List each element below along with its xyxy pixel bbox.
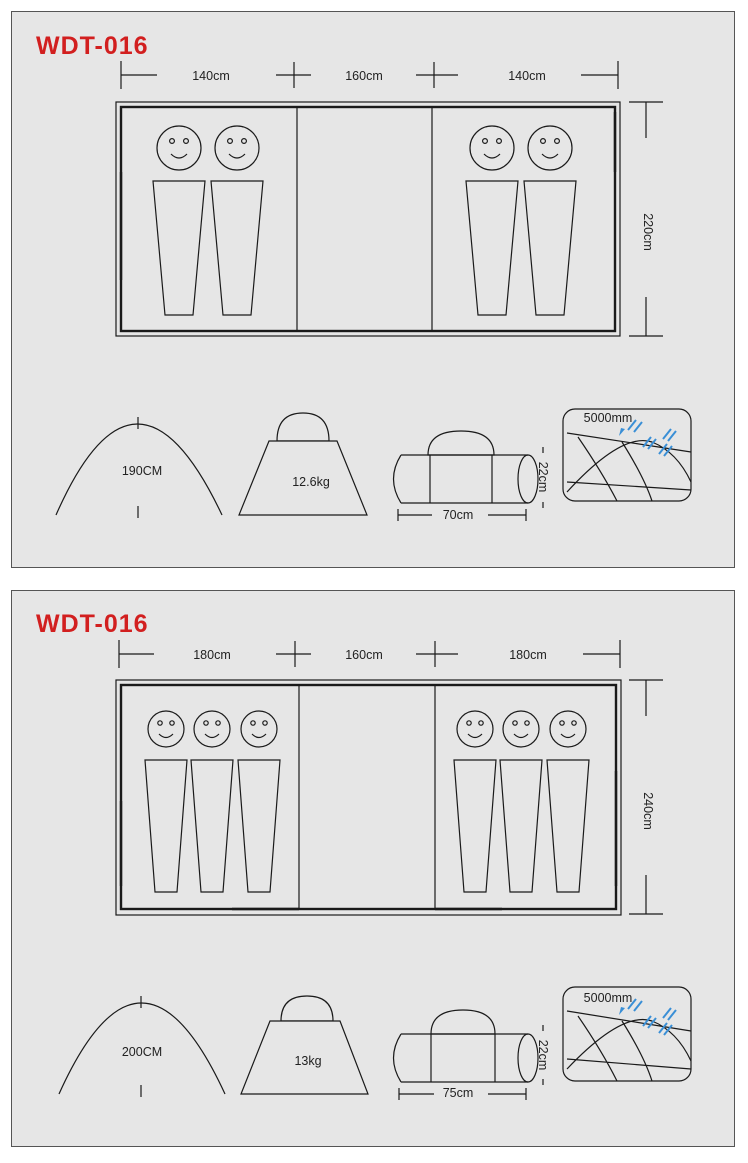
sleeping-bag-icon xyxy=(454,760,496,892)
sleeping-bag-icon xyxy=(211,181,263,315)
sleeper-group-right xyxy=(466,126,576,315)
model-title: WDT-016 xyxy=(36,610,149,638)
face-icon xyxy=(215,126,259,170)
panel-2-drawing xyxy=(12,591,736,1148)
pack-diameter: 22cm xyxy=(536,461,550,493)
sleeping-bag-icon xyxy=(547,760,589,892)
sleeping-bag-icon xyxy=(524,181,576,315)
sleeper-group-left xyxy=(153,126,263,315)
sleeper-group-right xyxy=(454,711,589,892)
face-icon xyxy=(550,711,586,747)
tent-height: 200CM xyxy=(121,1045,163,1059)
tent-height: 190CM xyxy=(121,464,163,478)
model-title: WDT-016 xyxy=(36,32,149,60)
sleeper-group-left xyxy=(145,711,280,892)
center-room-width: 160cm xyxy=(345,648,383,662)
weight-icon xyxy=(241,996,368,1094)
sleeping-bag-icon xyxy=(466,181,518,315)
sleeping-bag-icon xyxy=(145,760,187,892)
center-room-width: 160cm xyxy=(345,69,383,83)
face-icon xyxy=(470,126,514,170)
right-room-width: 180cm xyxy=(509,648,547,662)
tent-weight: 12.6kg xyxy=(292,475,330,489)
sleeper xyxy=(145,711,187,892)
waterproof-rating: 5000mm xyxy=(583,991,633,1005)
face-icon xyxy=(241,711,277,747)
sleeper xyxy=(211,126,263,315)
pack-diameter: 22cm xyxy=(536,1039,550,1071)
face-icon xyxy=(503,711,539,747)
spec-panel-2 xyxy=(11,590,735,1147)
sleeper xyxy=(466,126,518,315)
sleeper xyxy=(500,711,542,892)
left-room-width: 140cm xyxy=(192,69,230,83)
face-icon xyxy=(528,126,572,170)
face-icon xyxy=(148,711,184,747)
sleeper xyxy=(153,126,205,315)
sleeper xyxy=(524,126,576,315)
tent-weight: 13kg xyxy=(294,1054,322,1068)
left-room-width: 180cm xyxy=(193,648,231,662)
tent-depth: 220cm xyxy=(641,213,655,251)
sleeping-bag-icon xyxy=(238,760,280,892)
face-icon xyxy=(157,126,201,170)
floor-plan xyxy=(116,680,621,915)
pack-length: 70cm xyxy=(442,508,474,522)
pack-length: 75cm xyxy=(442,1086,474,1100)
face-icon xyxy=(457,711,493,747)
sleeper xyxy=(238,711,280,892)
sleeper xyxy=(547,711,589,892)
panel-1-drawing xyxy=(12,12,736,569)
sleeping-bag-icon xyxy=(191,760,233,892)
sleeper xyxy=(191,711,233,892)
floor-plan xyxy=(116,102,620,336)
sleeping-bag-icon xyxy=(153,181,205,315)
waterproof-rating: 5000mm xyxy=(583,411,633,425)
face-icon xyxy=(194,711,230,747)
tent-depth: 240cm xyxy=(641,792,655,830)
sleeper xyxy=(454,711,496,892)
sleeping-bag-icon xyxy=(500,760,542,892)
right-room-width: 140cm xyxy=(508,69,546,83)
spec-panel-1 xyxy=(11,11,735,568)
weight-icon xyxy=(239,413,367,515)
